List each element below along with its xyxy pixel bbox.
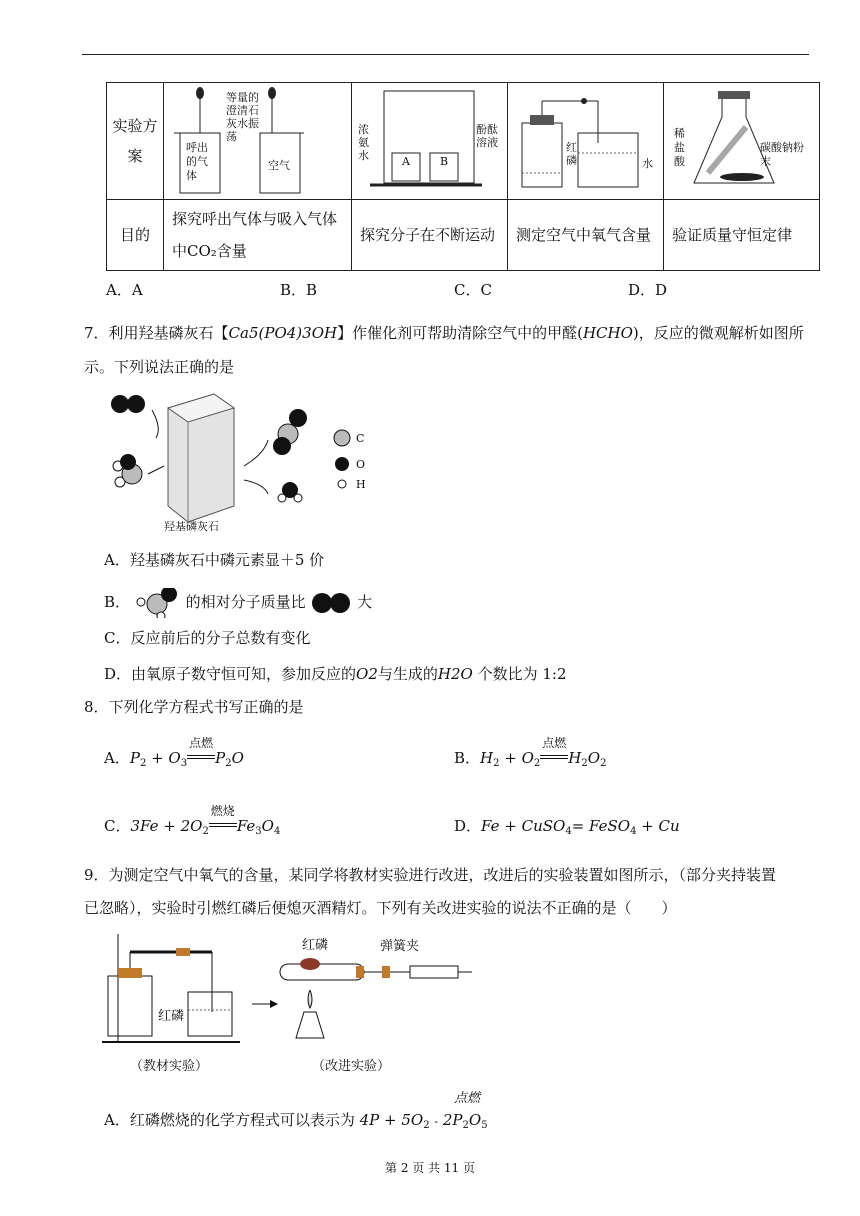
o2-molecule-icon [310, 591, 352, 615]
apparatus-c [508, 83, 664, 200]
row-header-scheme: 实验方案 [107, 83, 164, 200]
apparatus-d [664, 83, 820, 200]
purpose-a: 探究呼出气体与吸入气体中CO₂含量 [164, 200, 352, 271]
header-rule [82, 54, 809, 55]
purpose-d: 验证质量守恒定律 [664, 200, 820, 271]
hcho-molecule-icon [135, 588, 181, 618]
q8-option-b: B．$H_2 + O_2$ 点燃 $H_2O_2$ [454, 736, 607, 769]
label-air: 空气 [268, 159, 290, 172]
q7-option-b: B． 的相对分子质量比 大 [104, 588, 372, 618]
q9-left-caption: （教材实验） [130, 1059, 209, 1074]
q9-left-label: 红磷 [158, 1009, 185, 1024]
label-dilute-hcl: 稀盐酸 [674, 127, 685, 168]
q9-right-label-phosphorus: 红磷 [302, 938, 329, 953]
label-exhaled-gas: 呼出的气体 [186, 141, 208, 182]
q9-option-a: A．红磷燃烧的化学方程式可以表示为 $4P + 5O_2 - 2P_2O_5$ [104, 1111, 488, 1131]
label-red-phosphorus: 红磷 [566, 141, 577, 167]
q6-option-a: A．A [106, 281, 143, 299]
q8-option-c: C．$3Fe + 2O_2$ 燃烧 $Fe_3O_4$ [104, 804, 281, 837]
legend-o: O [356, 458, 366, 471]
legend-c: C [356, 432, 365, 445]
q8-stem: 8．下列化学方程式书写正确的是 [84, 698, 304, 716]
q9-stem-line1: 9．为测定空气中氧气的含量，某同学将教材实验进行改进，改进后的实验装置如图所示，（部分夹持装置 [84, 866, 777, 884]
purpose-b: 探究分子在不断运动 [352, 200, 508, 271]
label-limewater: 等量的澄清石灰水振荡 [226, 91, 259, 143]
q6-option-b: B．B [280, 281, 318, 299]
q7-option-d: D．由氧原子数守恒可知，参加反应的O2与生成的H2O 个数比为 1:2 [104, 665, 567, 683]
beaker-a-label: A [402, 155, 410, 168]
apparatus-a [164, 83, 352, 200]
q7-option-a: A．羟基磷灰石中磷元素显＋5 价 [104, 551, 325, 569]
q8-option-d: D．Fe + CuSO$_4$= FeSO$_4$ + Cu [454, 817, 680, 837]
apparatus-b [352, 83, 508, 200]
q7-option-c: C．反应前后的分子总数有变化 [104, 629, 311, 647]
q9-apparatus-figure [100, 930, 480, 1045]
q9-a-condition: 点燃 [454, 1091, 481, 1106]
q7-stem-line2: 示。下列说法正确的是 [84, 358, 235, 376]
beaker-b-label: B [440, 155, 449, 168]
purpose-c: 测定空气中氧气含量 [508, 200, 664, 271]
label-ammonia: 浓氨水 [358, 123, 369, 162]
catalyst-caption: 羟基磷灰石 [164, 520, 219, 533]
q9-right-caption: （改进实验） [312, 1059, 391, 1074]
row-header-purpose: 目的 [107, 200, 164, 271]
legend-h: H [356, 478, 366, 491]
label-water: 水 [642, 157, 653, 170]
q7-stem-line1: 7．利用羟基磷灰石【Ca5(PO4)3OH】作催化剂可帮助清除空气中的甲醛(HCHO)，反应的微观解析如图所 [84, 324, 804, 342]
q6-option-d: D．D [628, 281, 668, 299]
label-sodium-carbonate: 碳酸钠粉末 [760, 141, 804, 168]
page-footer: 第 2 页 共 11 页 [385, 1161, 475, 1175]
q6-option-c: C．C [454, 281, 492, 299]
label-phenolphthalein: 酚酞溶液 [476, 123, 498, 149]
experiment-table [106, 82, 820, 271]
q8-option-a: A．$P_2 + O_3$ 点燃 $P_2O$ [104, 736, 244, 769]
q9-right-label-clamp: 弹簧夹 [380, 939, 420, 954]
q9-stem-line2: 已忽略），实验时引燃红磷后便熄灭酒精灯。下列有关改进实验的说法不正确的是（ ） [84, 899, 677, 917]
q7-micro-figure [104, 388, 394, 536]
